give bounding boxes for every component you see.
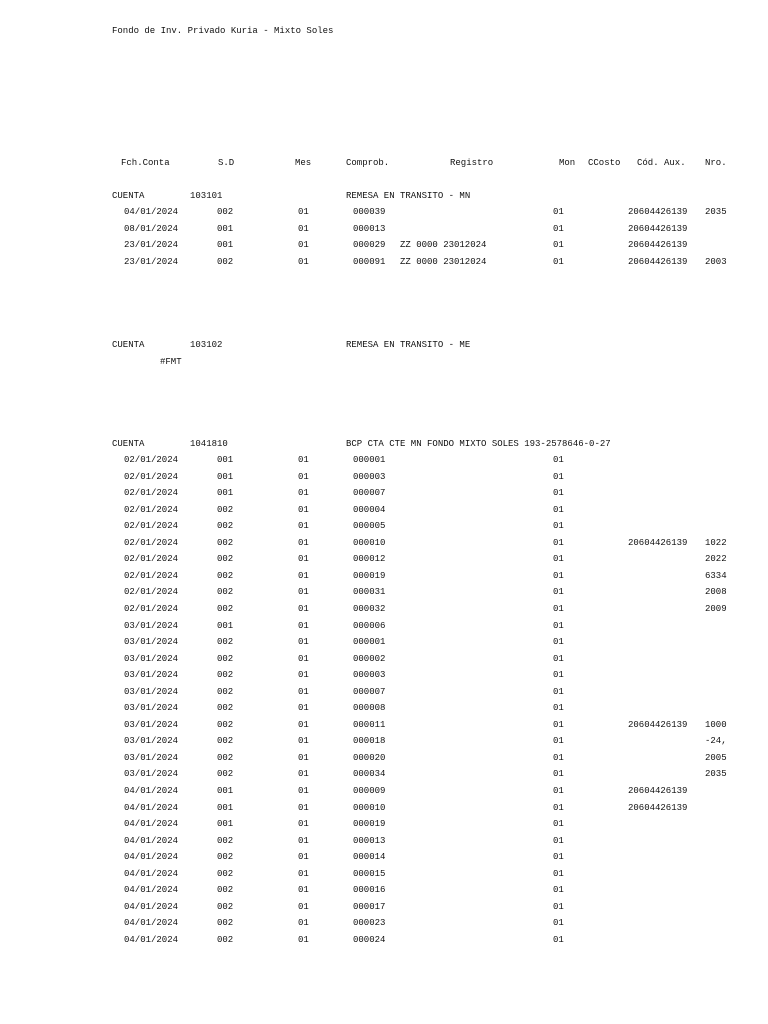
cell-mes: 01 (298, 488, 309, 498)
account-label: CUENTA (112, 191, 145, 201)
cell-mes: 01 (298, 869, 309, 879)
cell-comprob: 000032 (353, 604, 386, 614)
cell-fch-conta: 04/01/2024 (124, 819, 179, 829)
cell-mon: 01 (553, 604, 564, 614)
cell-sd: 001 (217, 472, 234, 482)
cell-sd: 001 (217, 786, 234, 796)
cell-mon: 01 (553, 521, 564, 531)
cell-nro: 2005 (705, 753, 727, 763)
cell-sd: 002 (217, 654, 234, 664)
cell-sd: 002 (217, 257, 234, 267)
cell-sd: 002 (217, 670, 234, 680)
cell-fch-conta: 04/01/2024 (124, 885, 179, 895)
cell-sd: 002 (217, 587, 234, 597)
cell-nro: 2035 (705, 769, 727, 779)
cell-mon: 01 (553, 769, 564, 779)
account-label: CUENTA (112, 340, 145, 350)
cell-fch-conta: 03/01/2024 (124, 736, 179, 746)
cell-comprob: 000005 (353, 521, 386, 531)
cell-fch-conta: 02/01/2024 (124, 488, 179, 498)
cell-mon: 01 (553, 869, 564, 879)
cell-fch-conta: 04/01/2024 (124, 786, 179, 796)
cell-fch-conta: 03/01/2024 (124, 670, 179, 680)
cell-comprob: 000006 (353, 621, 386, 631)
cell-comprob: 000008 (353, 703, 386, 713)
cell-fch-conta: 03/01/2024 (124, 753, 179, 763)
cell-sd: 002 (217, 521, 234, 531)
cell-comprob: 000029 (353, 240, 386, 250)
cell-mes: 01 (298, 257, 309, 267)
cell-sd: 002 (217, 637, 234, 647)
cell-sd: 002 (217, 604, 234, 614)
cell-mes: 01 (298, 621, 309, 631)
header-cod-aux: Cód. Aux. (637, 158, 686, 168)
cell-mes: 01 (298, 687, 309, 697)
cell-mes: 01 (298, 587, 309, 597)
cell-comprob: 000013 (353, 224, 386, 234)
cell-mon: 01 (553, 902, 564, 912)
cell-fch-conta: 03/01/2024 (124, 637, 179, 647)
cell-mon: 01 (553, 554, 564, 564)
cell-mes: 01 (298, 918, 309, 928)
cell-comprob: 000003 (353, 670, 386, 680)
cell-sd: 002 (217, 918, 234, 928)
cell-sd: 001 (217, 819, 234, 829)
cell-nro: 2008 (705, 587, 727, 597)
cell-comprob: 000011 (353, 720, 386, 730)
cell-mes: 01 (298, 885, 309, 895)
cell-mon: 01 (553, 240, 564, 250)
report-title: Fondo de Inv. Privado Kuria - Mixto Soles (112, 26, 334, 36)
cell-fch-conta: 23/01/2024 (124, 257, 179, 267)
cell-cod-aux: 20604426139 (628, 207, 688, 217)
cell-comprob: 000024 (353, 935, 386, 945)
cell-comprob: 000017 (353, 902, 386, 912)
account-code: 1041810 (190, 439, 228, 449)
cell-mon: 01 (553, 753, 564, 763)
account-description: REMESA EN TRANSITO - MN (346, 191, 471, 201)
cell-mes: 01 (298, 554, 309, 564)
cell-comprob: 000009 (353, 786, 386, 796)
format-placeholder: #FMT (160, 357, 182, 367)
cell-comprob: 000007 (353, 687, 386, 697)
cell-sd: 002 (217, 505, 234, 515)
cell-mes: 01 (298, 207, 309, 217)
cell-mon: 01 (553, 852, 564, 862)
cell-comprob: 000007 (353, 488, 386, 498)
cell-mes: 01 (298, 472, 309, 482)
cell-mes: 01 (298, 637, 309, 647)
cell-mes: 01 (298, 720, 309, 730)
cell-mes: 01 (298, 521, 309, 531)
cell-comprob: 000003 (353, 472, 386, 482)
cell-mon: 01 (553, 571, 564, 581)
cell-mes: 01 (298, 703, 309, 713)
account-code: 103101 (190, 191, 223, 201)
cell-sd: 002 (217, 852, 234, 862)
cell-comprob: 000091 (353, 257, 386, 267)
cell-sd: 002 (217, 869, 234, 879)
cell-sd: 002 (217, 753, 234, 763)
cell-comprob: 000019 (353, 819, 386, 829)
cell-mon: 01 (553, 207, 564, 217)
cell-mon: 01 (553, 687, 564, 697)
cell-mon: 01 (553, 505, 564, 515)
cell-fch-conta: 02/01/2024 (124, 521, 179, 531)
cell-cod-aux: 20604426139 (628, 786, 688, 796)
cell-sd: 002 (217, 538, 234, 548)
cell-sd: 001 (217, 488, 234, 498)
cell-mes: 01 (298, 852, 309, 862)
header-mon: Mon (559, 158, 576, 168)
cell-nro: 1022 (705, 538, 727, 548)
cell-mes: 01 (298, 753, 309, 763)
cell-comprob: 000002 (353, 654, 386, 664)
cell-mon: 01 (553, 736, 564, 746)
cell-nro: 2003 (705, 257, 727, 267)
cell-mes: 01 (298, 538, 309, 548)
cell-comprob: 000034 (353, 769, 386, 779)
cell-comprob: 000004 (353, 505, 386, 515)
cell-comprob: 000001 (353, 455, 386, 465)
cell-mon: 01 (553, 918, 564, 928)
cell-cod-aux: 20604426139 (628, 224, 688, 234)
cell-fch-conta: 03/01/2024 (124, 720, 179, 730)
header-sd: S.D (218, 158, 235, 168)
cell-sd: 001 (217, 240, 234, 250)
cell-fch-conta: 04/01/2024 (124, 869, 179, 879)
cell-mes: 01 (298, 224, 309, 234)
cell-mon: 01 (553, 637, 564, 647)
cell-fch-conta: 03/01/2024 (124, 703, 179, 713)
cell-mon: 01 (553, 819, 564, 829)
cell-mon: 01 (553, 654, 564, 664)
header-fch-conta: Fch.Conta (121, 158, 170, 168)
cell-registro: ZZ 0000 23012024 (400, 240, 487, 250)
cell-cod-aux: 20604426139 (628, 240, 688, 250)
cell-mon: 01 (553, 935, 564, 945)
cell-mes: 01 (298, 769, 309, 779)
cell-registro: ZZ 0000 23012024 (400, 257, 487, 267)
cell-mon: 01 (553, 786, 564, 796)
cell-sd: 002 (217, 902, 234, 912)
cell-nro: 2022 (705, 554, 727, 564)
cell-fch-conta: 03/01/2024 (124, 769, 179, 779)
cell-mes: 01 (298, 240, 309, 250)
cell-mon: 01 (553, 538, 564, 548)
cell-mes: 01 (298, 803, 309, 813)
cell-fch-conta: 23/01/2024 (124, 240, 179, 250)
cell-sd: 001 (217, 803, 234, 813)
cell-sd: 002 (217, 720, 234, 730)
cell-comprob: 000013 (353, 836, 386, 846)
cell-mon: 01 (553, 803, 564, 813)
cell-sd: 002 (217, 836, 234, 846)
cell-fch-conta: 02/01/2024 (124, 472, 179, 482)
cell-cod-aux: 20604426139 (628, 538, 688, 548)
cell-mes: 01 (298, 736, 309, 746)
cell-comprob: 000014 (353, 852, 386, 862)
header-mes: Mes (295, 158, 312, 168)
cell-mes: 01 (298, 836, 309, 846)
cell-fch-conta: 03/01/2024 (124, 621, 179, 631)
cell-fch-conta: 02/01/2024 (124, 604, 179, 614)
cell-sd: 001 (217, 455, 234, 465)
cell-fch-conta: 04/01/2024 (124, 918, 179, 928)
cell-nro: 2009 (705, 604, 727, 614)
cell-fch-conta: 04/01/2024 (124, 207, 179, 217)
header-ccosto: CCosto (588, 158, 621, 168)
cell-sd: 002 (217, 703, 234, 713)
cell-comprob: 000031 (353, 587, 386, 597)
header-registro: Registro (450, 158, 494, 168)
cell-nro: 2035 (705, 207, 727, 217)
cell-fch-conta: 02/01/2024 (124, 554, 179, 564)
cell-fch-conta: 02/01/2024 (124, 587, 179, 597)
cell-fch-conta: 02/01/2024 (124, 505, 179, 515)
cell-cod-aux: 20604426139 (628, 257, 688, 267)
cell-fch-conta: 04/01/2024 (124, 836, 179, 846)
cell-sd: 001 (217, 621, 234, 631)
cell-mon: 01 (553, 885, 564, 895)
cell-mes: 01 (298, 455, 309, 465)
cell-fch-conta: 03/01/2024 (124, 654, 179, 664)
cell-sd: 002 (217, 736, 234, 746)
account-code: 103102 (190, 340, 223, 350)
cell-fch-conta: 02/01/2024 (124, 538, 179, 548)
account-label: CUENTA (112, 439, 145, 449)
cell-nro: 1000 (705, 720, 727, 730)
cell-mes: 01 (298, 902, 309, 912)
cell-sd: 002 (217, 554, 234, 564)
cell-mon: 01 (553, 488, 564, 498)
cell-mon: 01 (553, 720, 564, 730)
cell-nro: -24, (705, 736, 727, 746)
cell-mes: 01 (298, 604, 309, 614)
cell-fch-conta: 02/01/2024 (124, 571, 179, 581)
cell-comprob: 000019 (353, 571, 386, 581)
cell-comprob: 000020 (353, 753, 386, 763)
cell-comprob: 000012 (353, 554, 386, 564)
cell-mes: 01 (298, 505, 309, 515)
header-nro: Nro. (705, 158, 727, 168)
cell-mon: 01 (553, 455, 564, 465)
cell-comprob: 000010 (353, 538, 386, 548)
cell-comprob: 000016 (353, 885, 386, 895)
cell-sd: 002 (217, 769, 234, 779)
cell-comprob: 000023 (353, 918, 386, 928)
cell-sd: 002 (217, 207, 234, 217)
cell-mon: 01 (553, 621, 564, 631)
cell-fch-conta: 04/01/2024 (124, 902, 179, 912)
cell-fch-conta: 04/01/2024 (124, 803, 179, 813)
cell-mon: 01 (553, 257, 564, 267)
account-description: REMESA EN TRANSITO - ME (346, 340, 471, 350)
cell-sd: 002 (217, 885, 234, 895)
cell-mes: 01 (298, 819, 309, 829)
cell-mes: 01 (298, 935, 309, 945)
cell-comprob: 000001 (353, 637, 386, 647)
cell-comprob: 000018 (353, 736, 386, 746)
cell-mes: 01 (298, 571, 309, 581)
cell-sd: 002 (217, 571, 234, 581)
cell-sd: 002 (217, 935, 234, 945)
cell-sd: 001 (217, 224, 234, 234)
cell-mon: 01 (553, 587, 564, 597)
cell-cod-aux: 20604426139 (628, 720, 688, 730)
cell-mon: 01 (553, 836, 564, 846)
cell-fch-conta: 08/01/2024 (124, 224, 179, 234)
cell-cod-aux: 20604426139 (628, 803, 688, 813)
cell-fch-conta: 02/01/2024 (124, 455, 179, 465)
cell-mon: 01 (553, 670, 564, 680)
cell-mes: 01 (298, 654, 309, 664)
cell-sd: 002 (217, 687, 234, 697)
cell-mes: 01 (298, 786, 309, 796)
cell-mon: 01 (553, 224, 564, 234)
cell-comprob: 000010 (353, 803, 386, 813)
cell-fch-conta: 03/01/2024 (124, 687, 179, 697)
cell-mes: 01 (298, 670, 309, 680)
cell-fch-conta: 04/01/2024 (124, 935, 179, 945)
header-comprob: Comprob. (346, 158, 390, 168)
cell-comprob: 000015 (353, 869, 386, 879)
cell-comprob: 000039 (353, 207, 386, 217)
cell-fch-conta: 04/01/2024 (124, 852, 179, 862)
account-description: BCP CTA CTE MN FONDO MIXTO SOLES 193-2578646-0-27 (346, 439, 611, 449)
cell-mon: 01 (553, 472, 564, 482)
cell-nro: 6334 (705, 571, 727, 581)
cell-mon: 01 (553, 703, 564, 713)
